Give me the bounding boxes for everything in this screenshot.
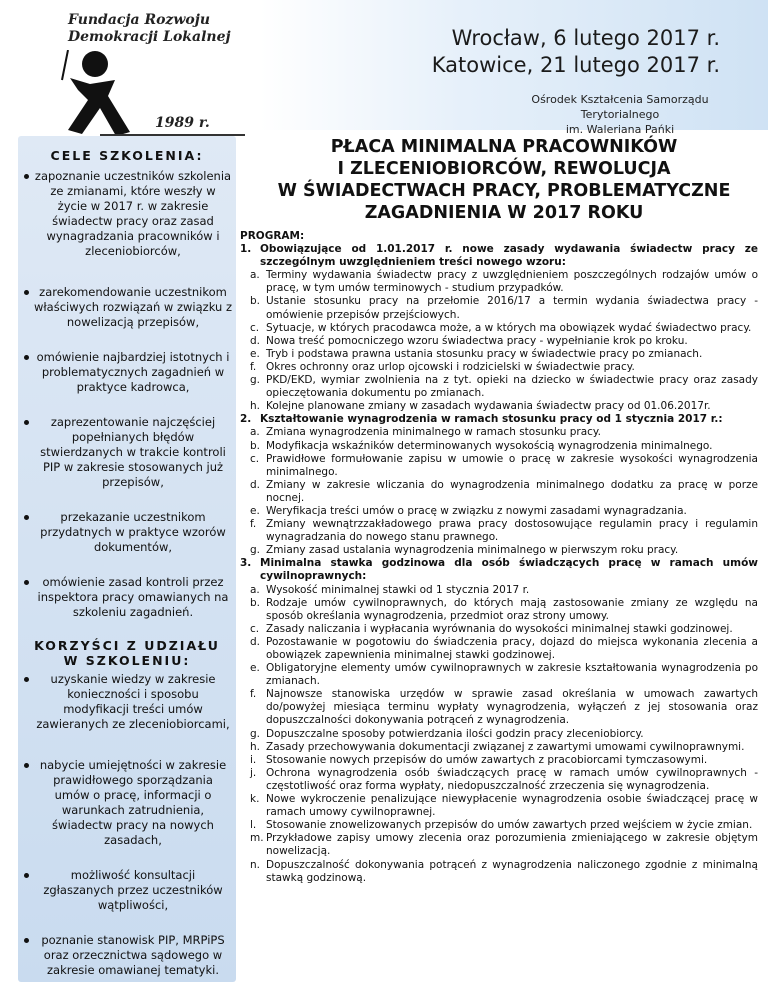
item-letter: f. xyxy=(250,518,257,531)
item-letter: b. xyxy=(250,439,261,452)
item-letter: a. xyxy=(250,583,260,596)
program-item xyxy=(240,400,758,413)
program-item xyxy=(240,819,758,832)
program-item xyxy=(240,688,758,727)
program-item xyxy=(240,269,758,295)
item-text: Tryb i podstawa prawna ustania stosunku pracy w świadectwie pracy po zmianach. xyxy=(266,347,703,360)
item-letter: g. xyxy=(250,374,261,387)
section-number: 2. xyxy=(240,413,252,426)
item-text: PKD/EKD, wymiar zwolnienia na z tyt. opieki na dziecko w świadectwie pracy oraz zasady opieczętowania dokumentu po zmianach. xyxy=(266,374,758,400)
goals-heading: CELE SZKOLENIA: xyxy=(50,148,204,163)
item-text: Nowa treść pomocniczego wzoru świadectwa pracy - wypełnianie krok po kroku. xyxy=(266,334,688,347)
item-letter: i. xyxy=(250,753,257,766)
program-item xyxy=(240,544,758,557)
bullet-icon xyxy=(24,873,29,878)
item-letter: d. xyxy=(250,635,261,648)
item-text: Terminy wydawania świadectw pracy z uwzględnieniem poszczególnych rodzajów umów o pracę, w tym umów terminowych - studium przypadków. xyxy=(266,269,758,295)
benefit-item: uzyskanie wiedzy w zakresie konieczności i sposobu modyfikacji treści umów zawieranych ze zleceniobiorcami, xyxy=(18,672,236,732)
program-item xyxy=(240,793,758,819)
bullet-icon xyxy=(24,763,29,768)
item-text: Obligatoryjne elementy umów cywilnoprawnych w zakresie kształtowania wynagrodzenia po zmianach. xyxy=(266,662,758,688)
item-text: Zmiana wynagrodzenia minimalnego w ramach stosunku pracy. xyxy=(266,426,601,439)
bullet-icon xyxy=(24,355,29,360)
logo-year: 1989 r. xyxy=(155,115,210,131)
item-letter: c. xyxy=(250,622,260,635)
item-text: Zasady naliczania i wypłacania wyrównania do wysokości minimalnej stawki godzinowej. xyxy=(266,622,733,635)
goal-item: zarekomendowanie uczestnikom właściwych rozwiązań w związku z nowelizacją przepisów, xyxy=(18,285,236,330)
logo-org-line2: Demokracji Lokalnej xyxy=(68,29,231,45)
item-letter: j. xyxy=(250,766,257,779)
item-text: Weryfikacja treści umów o pracę w związku z nowymi zasadami wynagradzania. xyxy=(266,504,687,517)
item-text: Stosowanie znowelizowanych przepisów do umów zawartych przed wejściem w życie zmian. xyxy=(266,819,753,832)
item-text: Ustanie stosunku pracy na przełomie 2016/17 a termin wydania świadectwa pracy - omówienie przepisów przejściowych. xyxy=(266,295,758,321)
title-line: I ZLECENIOBIORCÓW, REWOLUCJA xyxy=(337,159,671,179)
item-text: Prawidłowe formułowanie zapisu w umowie o pracę w zakresie wysokości wynagrodzenia minimalnego. xyxy=(266,452,758,478)
item-letter: b. xyxy=(250,295,261,308)
item-letter: e. xyxy=(250,662,260,675)
program-item xyxy=(240,518,758,544)
program-item xyxy=(240,728,758,741)
program-item xyxy=(240,374,758,400)
program-item xyxy=(240,597,758,623)
bullet-icon xyxy=(24,677,29,682)
section-title: Minimalna stawka godzinowa dla osób świadczących pracę w ramach umów cywilnoprawnych: xyxy=(260,557,758,583)
foundation-logo xyxy=(60,12,240,132)
item-text: Okres ochronny oraz urlop ojcowski i rodzicielski w świadectwie pracy. xyxy=(266,360,635,373)
item-text: Pozostawanie w pogotowiu do świadczenia pracy, dojazd do miejsca wykonania zlecenia a obowiązek zapewnienia minimalnej stawki godzinowej. xyxy=(266,635,758,661)
event-date-wroclaw: Wrocław, 6 lutego 2017 r. xyxy=(451,26,720,50)
program-item xyxy=(240,361,758,374)
program-label: PROGRAM: xyxy=(240,230,305,242)
item-text: Rodzaje umów cywilnoprawnych, do których mają zastosowanie zmiany ze względu na sposób określania wynagrodzenia, przedmiot oraz strony umowy. xyxy=(266,596,758,622)
section-number: 1. xyxy=(240,243,252,256)
item-letter: f. xyxy=(250,688,257,701)
item-text: Modyfikacja wskaźników determinowanych wysokością wynagrodzenia minimalnego. xyxy=(266,439,713,452)
program-item xyxy=(240,322,758,335)
item-letter: d. xyxy=(250,478,261,491)
benefits-heading xyxy=(18,638,236,668)
bullet-icon xyxy=(24,420,29,425)
program-item xyxy=(240,662,758,688)
item-text: Dopuszczalność dokonywania potrąceń z wynagrodzenia naliczonego zgodnie z minimalną stawką godzinową. xyxy=(266,858,758,884)
goal-item: zaprezentowanie najczęściej popełnianych błędów stwierdzanych w trakcie kontroli PIP w zakresie stosowanych już przepisów, xyxy=(18,415,236,490)
benefit-item: nabycie umiejętności w zakresie prawidłowego sporządzania umów o pracę, informacji o warunkach zatrudnienia, świadectw pracy na nowych zasadach, xyxy=(18,758,236,848)
item-text: Stosowanie nowych przepisów do umów zawartych z pracobiorcami tymczasowymi. xyxy=(266,753,708,766)
item-letter: n. xyxy=(250,858,260,871)
item-text: Wysokość minimalnej stawki od 1 stycznia 2017 r. xyxy=(266,583,530,596)
logo-org-line1: Fundacja Rozwoju xyxy=(68,12,211,28)
item-letter: g. xyxy=(250,544,261,557)
item-letter: l. xyxy=(250,819,257,832)
item-letter: e. xyxy=(250,347,260,360)
item-letter: c. xyxy=(250,452,260,465)
item-text: Zmiany wewnątrzzakładowego prawa pracy dostosowujące regulamin pracy i regulamin wynagradzania do nowego stanu prawnego. xyxy=(266,518,758,544)
program-item xyxy=(240,335,758,348)
item-text: Zmiany w zakresie wliczania do wynagrodzenia minimalnego dodatku za pracę w porze nocnej. xyxy=(266,478,758,504)
bullet-icon xyxy=(24,515,29,520)
item-letter: a. xyxy=(250,269,260,282)
program-item xyxy=(240,741,758,754)
program-section xyxy=(240,243,758,269)
program-item xyxy=(240,348,758,361)
goal-item: omówienie najbardziej istotnych i problematycznych zagadnień w praktyce kadrowca, xyxy=(18,350,236,395)
program-section xyxy=(240,557,758,583)
program-sections xyxy=(240,243,758,885)
benefits-heading-line2: W SZKOLENIU: xyxy=(63,653,191,668)
organizer-line2: im. Waleriana Pańki xyxy=(565,123,675,136)
item-letter: c. xyxy=(250,321,260,334)
section-title: Obowiązujące od 1.01.2017 r. nowe zasady wydawania świadectw pracy ze szczególnym uwzględnieniem treści nowego wzoru: xyxy=(260,243,758,269)
section-number: 3. xyxy=(240,557,252,570)
item-text: Sytuacje, w których pracodawca może, a w których ma obowiązek wydać świadectwo pracy. xyxy=(266,321,752,334)
program-item xyxy=(240,584,758,597)
item-letter: d. xyxy=(250,334,261,347)
program-item xyxy=(240,453,758,479)
bullet-icon xyxy=(24,938,29,943)
item-letter: a. xyxy=(250,426,260,439)
program-section xyxy=(240,413,758,426)
logo-org-name xyxy=(68,12,231,46)
program-item xyxy=(240,859,758,885)
item-letter: f. xyxy=(250,360,257,373)
organizer-line1: Ośrodek Kształcenia Samorządu Terytorialnego xyxy=(531,93,709,121)
item-text: Najnowsze stanowiska urzędów w sprawie zasad określania w umowach zawartych do/powyżej miesiąca terminu wypłaty wynagrodzenia, wyłączeń z jej stosowania oraz dopuszczalności dokonywania potrąceń z wynagrodzenia. xyxy=(266,688,758,727)
item-letter: g. xyxy=(250,727,261,740)
program-item xyxy=(240,479,758,505)
title-line: W ŚWIADECTWACH PRACY, PROBLEMATYCZNE xyxy=(277,181,731,201)
program-item xyxy=(240,505,758,518)
goal-item: przekazanie uczestnikom przydatnych w praktyce wzorów dokumentów, xyxy=(18,510,236,555)
program-item xyxy=(240,440,758,453)
item-text: Ochrona wynagrodzenia osób świadczących pracę w ramach umów cywilnoprawnych - częstotliwość oraz forma wypłaty, niedopuszczalność zrzeczenia się wynagrodzenia. xyxy=(266,766,758,792)
program-item xyxy=(240,754,758,767)
benefits-heading-line1: KORZYŚCI Z UDZIAŁU xyxy=(34,638,220,653)
item-text: Kolejne planowane zmiany w zasadach wydawania świadectw pracy od 01.06.2017r. xyxy=(266,400,711,413)
program-item xyxy=(240,623,758,636)
program-content xyxy=(240,230,758,885)
sidebar-panel xyxy=(18,136,236,982)
item-letter: b. xyxy=(250,596,261,609)
figure-logo-icon xyxy=(60,50,170,140)
program-item xyxy=(240,636,758,662)
bullet-icon xyxy=(24,580,29,585)
title-line: ZAGADNIENIA W 2017 ROKU xyxy=(364,203,644,223)
program-item xyxy=(240,295,758,321)
benefit-item: poznanie stanowisk PIP, MRPiPS oraz orzecznictwa sądowego w zakresie omawianej tematyki. xyxy=(18,933,236,978)
item-text: Zmiany zasad ustalania wynagrodzenia minimalnego w pierwszym roku pracy. xyxy=(266,544,679,557)
bullet-icon xyxy=(24,174,29,179)
item-letter: e. xyxy=(250,504,260,517)
item-letter: h. xyxy=(250,400,260,413)
item-text: Nowe wykroczenie penalizujące niewypłacenie wynagrodzenia osobie świadczącej pracę w ramach umowy cywilnoprawnej. xyxy=(266,793,758,819)
program-item xyxy=(240,767,758,793)
program-item xyxy=(240,426,758,439)
training-title xyxy=(248,136,760,224)
item-letter: m. xyxy=(250,832,264,845)
organizer-name xyxy=(520,92,720,137)
item-text: Przykładowe zapisy umowy zlecenia oraz porozumienia zmieniającego w zakresie objętym nowelizacją. xyxy=(266,832,758,858)
goal-item: omówienie zasad kontroli przez inspektora pracy omawianych na szkoleniu zagadnień. xyxy=(18,575,236,620)
benefit-item: możliwość konsultacji zgłaszanych przez uczestników wątpliwości, xyxy=(18,868,236,913)
header-banner xyxy=(260,0,768,136)
item-text: Dopuszczalne sposoby potwierdzania ilości godzin pracy zleceniobiorcy. xyxy=(266,727,644,740)
bullet-icon xyxy=(24,290,29,295)
program-item xyxy=(240,832,758,858)
item-letter: k. xyxy=(250,793,260,806)
event-date-katowice: Katowice, 21 lutego 2017 r. xyxy=(431,53,720,77)
item-text: Zasady przechowywania dokumentacji związanej z zawartymi umowami cywilnoprawnymi. xyxy=(266,740,745,753)
goal-item: zapoznanie uczestników szkolenia ze zmianami, które weszły w życie w 2017 r. w zakresie świadectw pracy oraz zasad wynagradzania pracowników i zleceniobiorców, xyxy=(18,169,236,259)
item-letter: h. xyxy=(250,740,260,753)
title-line: PŁACA MINIMALNA PRACOWNIKÓW xyxy=(330,137,678,157)
section-title: Kształtowanie wynagrodzenia w ramach stosunku pracy od 1 stycznia 2017 r.: xyxy=(260,413,723,426)
